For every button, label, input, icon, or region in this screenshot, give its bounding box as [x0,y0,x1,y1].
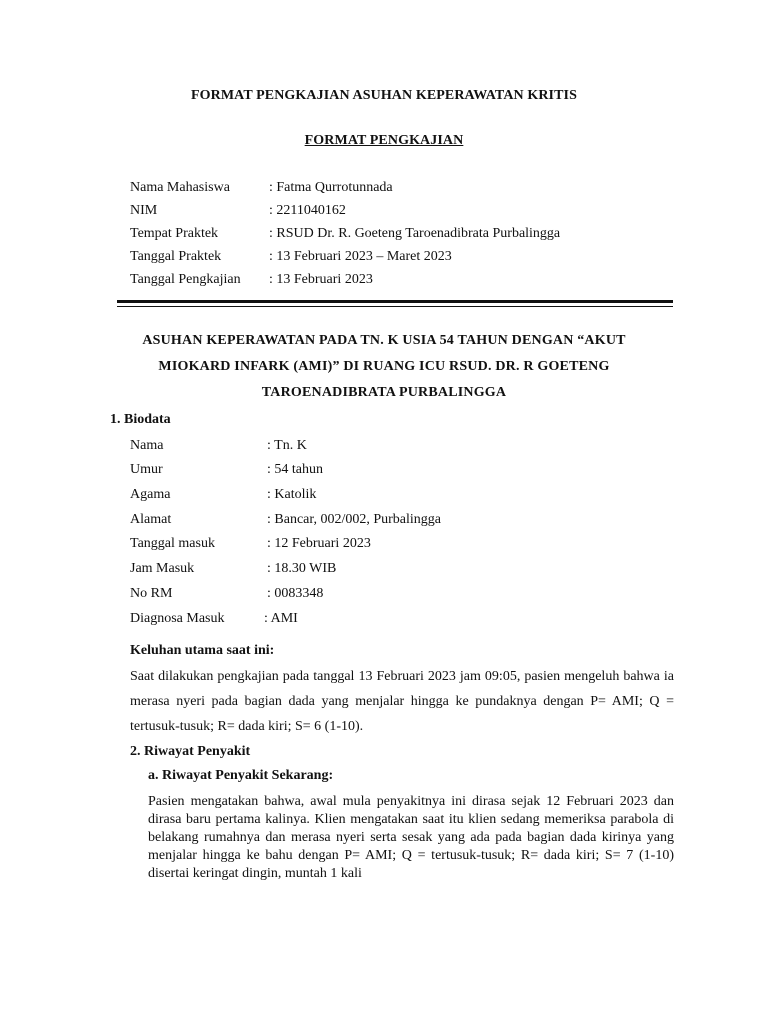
field-value: : 13 Februari 2023 – Maret 2023 [269,249,452,264]
field-value: : AMI [264,611,298,626]
field-label: Tanggal Pengkajian [130,272,241,287]
riwayat-sekarang-paragraph: Pasien mengatakan bahwa, awal mula penyakitnya ini dirasa sejak 12 Februari 2023 dan dirasa baru pertama kalinya. Klien mengatakan saat itu klien sedang memeriksa parabola di belakang rumahnya dan merasa nyeri serta sesak yang ada pada bagian dada kirinya yang menjalar hingga ke bahu dengan P= AMI; Q = tertusuk-tusuk; R= dada kiri; S= 7 (1-10) disertai keringat dingin, muntah 1 kali [148,794,674,881]
field-label: No RM [130,586,173,601]
document-title: FORMAT PENGKAJIAN ASUHAN KEPERAWATAN KRITIS [191,88,577,103]
main-heading-line: MIOKARD INFARK (AMI)” DI RUANG ICU RSUD. DR. R GOETENG [158,359,610,374]
field-label: Tanggal Praktek [130,249,222,264]
field-value: : 12 Februari 2023 [267,536,371,551]
field-value: : RSUD Dr. R. Goeteng Taroenadibrata Purbalingga [269,226,561,241]
keluhan-paragraph: Saat dilakukan pengkajian pada tanggal 13 Februari 2023 jam 09:05, pasien mengeluh bahwa ia merasa nyeri pada bagian dada yang menjalar hingga ke pundaknya dengan P= AMI; Q = tertusuk-tusuk; R= dada kiri; S= 6 (1-10). [130,669,674,734]
riwayat-heading: 2. Riwayat Penyakit [130,744,251,759]
field-label: Diagnosa Masuk [130,611,225,626]
divider-thin [117,306,673,307]
field-label: Umur [130,462,163,477]
field-value: : 13 Februari 2023 [269,272,373,287]
field-value: : 0083348 [267,586,324,601]
field-value: : Bancar, 002/002, Purbalingga [267,512,442,527]
field-label: Tanggal masuk [130,536,215,551]
field-label: NIM [130,203,158,218]
main-heading-line: ASUHAN KEPERAWATAN PADA TN. K USIA 54 TAHUN DENGAN “AKUT [142,333,626,348]
field-label: Tempat Praktek [130,226,219,241]
field-value: : 54 tahun [267,462,323,477]
field-value: : Fatma Qurrotunnada [269,180,393,195]
field-value: : Katolik [267,487,317,502]
field-label: Agama [130,487,171,502]
field-label: Alamat [130,512,172,527]
field-label: Jam Masuk [130,561,195,576]
riwayat-sekarang-heading: a. Riwayat Penyakit Sekarang: [148,768,334,783]
main-heading-line: TAROENADIBRATA PURBALINGGA [261,385,507,400]
biodata-heading: 1. Biodata [110,412,171,427]
field-label: Nama [130,438,164,453]
divider-thick [117,300,673,303]
document-subtitle: FORMAT PENGKAJIAN [304,133,464,148]
field-value: : Tn. K [267,438,307,453]
field-value: : 18.30 WIB [267,561,337,576]
keluhan-heading: Keluhan utama saat ini: [130,643,275,658]
main-heading [110,328,658,406]
field-value: : 2211040162 [269,203,346,218]
field-label: Nama Mahasiswa [130,180,230,195]
